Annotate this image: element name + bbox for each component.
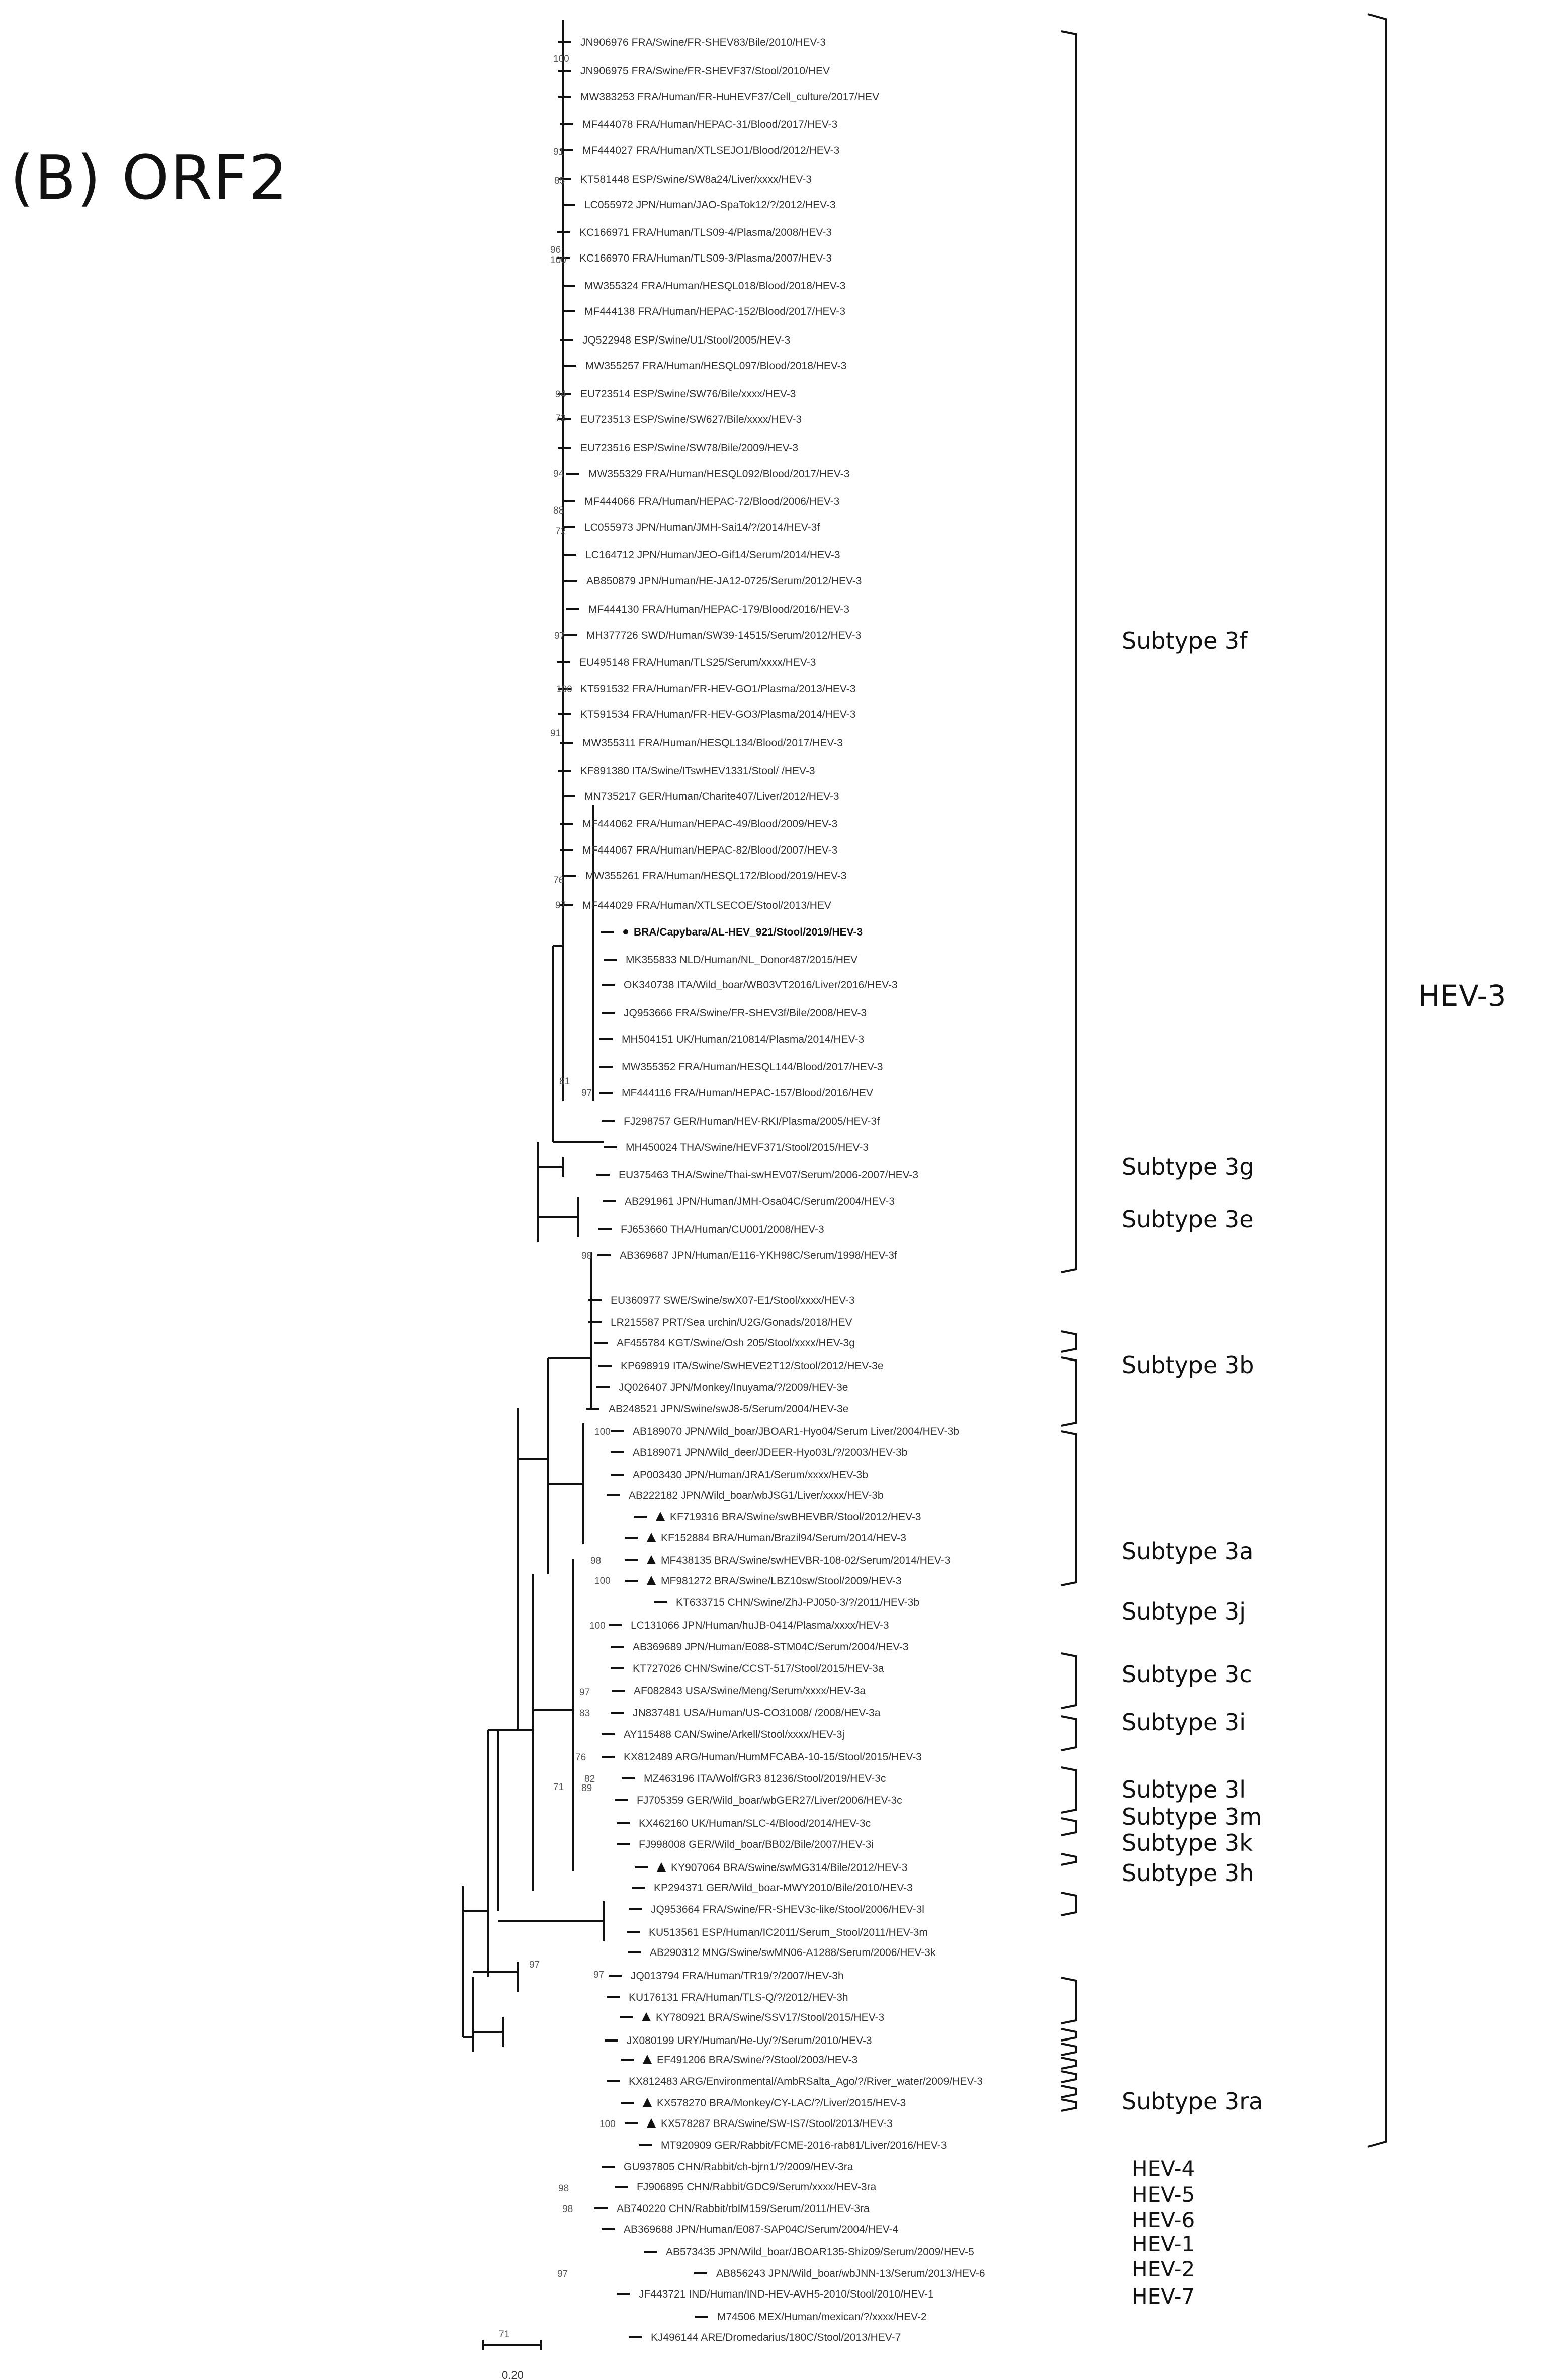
tip-label: JN906976 FRA/Swine/FR-SHEV83/Bile/2010/HEV-3: [580, 37, 826, 48]
clade-brackets: [1061, 14, 1506, 2309]
tip-label: MH450024 THA/Swine/HEVF371/Stool/2015/HEV-3: [626, 1142, 869, 1153]
tip-label: MF444062 FRA/Human/HEPAC-49/Blood/2009/HEV-3: [582, 818, 838, 830]
clade-bracket: [1061, 1357, 1076, 1426]
tip-label: AF455784 KGT/Swine/Osh 205/Stool/xxxx/HEV-3g: [617, 1337, 855, 1349]
clade-label: Subtype 3c: [1122, 1661, 1252, 1688]
tip-label: AF082843 USA/Swine/Meng/Serum/xxxx/HEV-3a: [634, 1685, 866, 1697]
bootstrap-value: 85: [554, 176, 565, 186]
triangle-marker-icon: [647, 1533, 656, 1542]
bootstrap-value: 97: [579, 1687, 590, 1698]
bootstrap-value: 97: [555, 900, 566, 911]
bootstrap-value: 88: [553, 505, 564, 516]
triangle-marker-icon: [643, 2055, 652, 2064]
tip-label: LR215587 PRT/Sea urchin/U2G/Gonads/2018/HEV: [611, 1317, 852, 1328]
tip-label: LC131066 JPN/Human/huJB-0414/Plasma/xxxx/HEV-3: [631, 1620, 889, 1631]
tip-label: JQ522948 ESP/Swine/U1/Stool/2005/HEV-3: [582, 334, 791, 346]
tip-label: AB222182 JPN/Wild_boar/wbJSG1/Liver/xxxx/HEV-3b: [629, 1490, 884, 1501]
tip-label: KT581448 ESP/Swine/SW8a24/Liver/xxxx/HEV-3: [580, 174, 812, 185]
clade-label: Subtype 3l: [1122, 1776, 1246, 1803]
bootstrap-value: 97: [529, 1960, 540, 1970]
bootstrap-value: 81: [559, 1076, 570, 1087]
tip-label: AB740220 CHN/Rabbit/rbIM159/Serum/2011/HEV-3ra: [617, 2203, 870, 2215]
clade-label: HEV-5: [1132, 2182, 1195, 2207]
tip-label: KF152884 BRA/Human/Brazil94/Serum/2014/HEV-3: [661, 1532, 906, 1544]
tip-label: MF444067 FRA/Human/HEPAC-82/Blood/2007/HEV-3: [582, 844, 838, 856]
bootstrap-value: 72: [555, 413, 566, 424]
circle-marker-icon: [623, 929, 628, 934]
tip-label: MK355833 NLD/Human/NL_Donor487/2015/HEV: [626, 954, 858, 966]
tip-label: KY907064 BRA/Swine/swMG314/Bile/2012/HEV-3: [671, 1862, 908, 1874]
tip-label: LC055972 JPN/Human/JAO-SpaTok12/?/2012/HEV-3: [584, 199, 836, 211]
clade-bracket: [1061, 1978, 1076, 2023]
tip-label: FJ906895 CHN/Rabbit/GDC9/Serum/xxxx/HEV-3ra: [637, 2181, 877, 2193]
triangle-marker-icon: [647, 1555, 656, 1564]
tip-label: JX080199 URY/Human/He-Uy/?/Serum/2010/HEV-3: [627, 2035, 872, 2047]
tip-label: KT633715 CHN/Swine/ZhJ-PJ050-3/?/2011/HEV-3b: [676, 1597, 920, 1608]
clade-bracket: [1061, 31, 1076, 1272]
tip-label: LC164712 JPN/Human/JEO-Gif14/Serum/2014/HEV-3: [585, 549, 840, 561]
tip-label: AB189071 JPN/Wild_deer/JDEER-Hyo03L/?/2003/HEV-3b: [633, 1447, 908, 1458]
clade-bracket: [1061, 1716, 1076, 1750]
tip-label: AP003430 JPN/Human/JRA1/Serum/xxxx/HEV-3b: [633, 1469, 869, 1481]
tip-label: MW355324 FRA/Human/HESQL018/Blood/2018/HEV-3: [584, 280, 846, 292]
tip-label: KT591534 FRA/Human/FR-HEV-GO3/Plasma/2014/HEV-3: [580, 709, 856, 720]
tip-label: KU513561 ESP/Human/IC2011/Serum_Stool/2011/HEV-3m: [649, 1927, 928, 1938]
clade-bracket: [1061, 2058, 1076, 2069]
tip-label: MW355352 FRA/Human/HESQL144/Blood/2017/HEV-3: [622, 1061, 883, 1073]
clade-label: Subtype 3ra: [1122, 2088, 1263, 2115]
clade-label: Subtype 3a: [1122, 1538, 1254, 1565]
clade-label: HEV-6: [1132, 2207, 1195, 2232]
clade-label: Subtype 3b: [1122, 1351, 1254, 1379]
tip-label: EU360977 SWE/Swine/swX07-E1/Stool/xxxx/HEV-3: [611, 1295, 855, 1306]
tip-label: MF444029 FRA/Human/XTLSECOE/Stool/2013/HEV: [582, 900, 831, 911]
tip-label: AB248521 JPN/Swine/swJ8-5/Serum/2004/HEV-3e: [609, 1403, 849, 1415]
genotype-label: HEV-3: [1418, 979, 1506, 1013]
tip-label: AB573435 JPN/Wild_boar/JBOAR135-Shiz09/Serum/2009/HEV-5: [666, 2246, 974, 2258]
tip-label: JQ013794 FRA/Human/TR19/?/2007/HEV-3h: [631, 1970, 844, 1982]
triangle-marker-icon: [642, 2012, 651, 2021]
tip-label: JF443721 IND/Human/IND-HEV-AVH5-2010/Stool/2010/HEV-1: [639, 2288, 934, 2300]
bootstrap-value: 97: [557, 2269, 568, 2279]
clade-bracket: [1061, 2086, 1076, 2097]
clade-bracket: [1061, 1331, 1076, 1352]
tip-label: M74506 MEX/Human/mexican/?/xxxx/HEV-2: [717, 2311, 927, 2323]
tip-label: KT591532 FRA/Human/FR-HEV-GO1/Plasma/2013/HEV-3: [580, 683, 856, 695]
bootstrap-value: 91: [550, 728, 561, 739]
clade-label: Subtype 3g: [1122, 1153, 1254, 1180]
clade-bracket: [1061, 1854, 1076, 1865]
bootstrap-value: 76: [575, 1752, 586, 1763]
bootstrap-value: 97: [581, 1088, 592, 1098]
bootstrap-value: 100: [594, 1427, 611, 1437]
tip-label: GU937805 CHN/Rabbit/ch-bjrn1/?/2009/HEV-3ra: [624, 2161, 853, 2173]
tip-label: AB291961 JPN/Human/JMH-Osa04C/Serum/2004/HEV-3: [625, 1196, 895, 1207]
bootstrap-value: 94: [553, 469, 564, 479]
clade-bracket: [1061, 1653, 1076, 1708]
triangle-marker-icon: [656, 1512, 665, 1521]
tip-label: FJ653660 THA/Human/CU001/2008/HEV-3: [621, 1224, 824, 1235]
tip-label: KX578287 BRA/Swine/SW-IS7/Stool/2013/HEV-3: [661, 2118, 893, 2130]
scale-bar-label: 0.20: [502, 2369, 524, 2380]
tip-label: AB856243 JPN/Wild_boar/wbJNN-13/Serum/2013/HEV-6: [716, 2268, 985, 2279]
tip-label: KY780921 BRA/Swine/SSV17/Stool/2015/HEV-3: [656, 2012, 885, 2023]
tip-labels: [579, 37, 985, 2343]
tip-label: EU723513 ESP/Swine/SW627/Bile/xxxx/HEV-3: [580, 414, 802, 426]
tip-label: KF891380 ITA/Swine/ITswHEV1331/Stool/ /HEV-3: [580, 765, 815, 777]
tip-label: MF444078 FRA/Human/HEPAC-31/Blood/2017/HEV-3: [582, 119, 838, 130]
tip-label: AB850879 JPN/Human/HE-JA12-0725/Serum/2012/HEV-3: [586, 575, 862, 587]
clade-label: Subtype 3f: [1122, 627, 1248, 654]
tip-label: KU176131 FRA/Human/TLS-Q/?/2012/HEV-3h: [629, 1992, 848, 2003]
tip-label: MN735217 GER/Human/Charite407/Liver/2012/HEV-3: [584, 791, 839, 802]
clade-label: Subtype 3k: [1122, 1829, 1253, 1856]
clade-label: HEV-1: [1132, 2232, 1195, 2256]
clade-bracket: [1061, 2099, 1076, 2111]
triangle-marker-icon: [643, 2098, 652, 2107]
clade-bracket: [1061, 2029, 1076, 2041]
clade-label: Subtype 3j: [1122, 1598, 1246, 1625]
clade-label: Subtype 3h: [1122, 1859, 1254, 1887]
bootstrap-value: 98: [558, 2183, 569, 2194]
tip-label: AY115488 CAN/Swine/Arkell/Stool/xxxx/HEV-3j: [624, 1729, 845, 1740]
bootstrap-value: 97: [593, 1970, 605, 1980]
triangle-marker-icon: [647, 2118, 656, 2128]
tip-label: MT920909 GER/Rabbit/FCME-2016-rab81/Liver/2016/HEV-3: [661, 2140, 947, 2151]
genotype-bracket: [1368, 14, 1386, 2147]
bootstrap-value: 71: [553, 1782, 564, 1793]
clade-label: Subtype 3m: [1122, 1803, 1262, 1830]
triangle-marker-icon: [647, 1576, 656, 1585]
tip-label: MF981272 BRA/Swine/LBZ10sw/Stool/2009/HEV-3: [661, 1575, 902, 1587]
tip-label: FJ298757 GER/Human/HEV-RKI/Plasma/2005/HEV-3f: [624, 1116, 880, 1127]
tip-label: KX462160 UK/Human/SLC-4/Blood/2014/HEV-3c: [639, 1818, 871, 1829]
tip-label: MF444116 FRA/Human/HEPAC-157/Blood/2016/HEV: [622, 1087, 873, 1099]
panel-title: (B) ORF2: [10, 143, 289, 213]
bootstrap-value: 98: [581, 1251, 592, 1261]
tip-label: JN837481 USA/Human/US-CO31008/ /2008/HEV-3a: [633, 1707, 881, 1719]
bootstrap-value: 89: [581, 1783, 592, 1794]
tip-label: KP698919 ITA/Swine/SwHEVE2T12/Stool/2012/HEV-3e: [621, 1360, 884, 1372]
tip-label: MW355261 FRA/Human/HESQL172/Blood/2019/HEV-3: [585, 870, 847, 882]
tip-label: MF444027 FRA/Human/XTLSEJO1/Blood/2012/HEV-3: [582, 145, 840, 156]
tip-label: KX812483 ARG/Environmental/AmbRSalta_Ago/?/River_water/2009/HEV-3: [629, 2076, 983, 2087]
bootstrap-value: 76: [553, 875, 564, 886]
tip-label: EU495148 FRA/Human/TLS25/Serum/xxxx/HEV-3: [579, 657, 816, 668]
tip-label: KX812489 ARG/Human/HumMFCABA-10-15/Stool/2015/HEV-3: [624, 1751, 922, 1763]
clade-label: HEV-2: [1132, 2257, 1195, 2281]
clade-label: HEV-4: [1132, 2156, 1195, 2181]
tip-label: JQ026407 JPN/Monkey/Inuyama/?/2009/HEV-3e: [619, 1382, 848, 1393]
bootstrap-value: 83: [579, 1708, 590, 1719]
clade-label: Subtype 3e: [1122, 1206, 1254, 1233]
clade-bracket: [1061, 1431, 1076, 1585]
tip-label: EU723514 ESP/Swine/SW76/Bile/xxxx/HEV-3: [580, 388, 796, 400]
bootstrap-value: 71: [499, 2329, 510, 2340]
bootstrap-value: 98: [562, 2204, 573, 2215]
tip-label: KP294371 GER/Wild_boar-MWY2010/Bile/2010/HEV-3: [654, 1882, 913, 1894]
tip-label: KC166970 FRA/Human/TLS09-3/Plasma/2007/HEV-3: [579, 252, 832, 264]
tip-label: MW383253 FRA/Human/FR-HuHEVF37/Cell_culture/2017/HEV: [580, 91, 880, 103]
tip-label: MH504151 UK/Human/210814/Plasma/2014/HEV-3: [622, 1034, 865, 1045]
clade-bracket: [1061, 1818, 1076, 1835]
bootstrap-value: 91: [553, 147, 564, 157]
tip-label: KT727026 CHN/Swine/CCST-517/Stool/2015/HEV-3a: [633, 1663, 884, 1674]
tip-label: FJ705359 GER/Wild_boar/wbGER27/Liver/2006/HEV-3c: [637, 1795, 902, 1806]
tip-label: KJ496144 ARE/Dromedarius/180C/Stool/2013/HEV-7: [651, 2332, 901, 2343]
clade-bracket: [1061, 2071, 1076, 2082]
tip-label: KC166971 FRA/Human/TLS09-4/Plasma/2008/HEV-3: [579, 227, 832, 238]
bootstrap-value: 100: [589, 1621, 606, 1631]
tip-label: AB290312 MNG/Swine/swMN06-A1288/Serum/2006/HEV-3k: [650, 1947, 936, 1959]
bootstrap-value: 100: [553, 54, 569, 64]
clade-label: HEV-7: [1132, 2284, 1195, 2309]
bootstrap-value: 94: [555, 389, 566, 400]
bootstrap-value: 82: [584, 1774, 595, 1784]
tip-label: JQ953666 FRA/Swine/FR-SHEV3f/Bile/2008/HEV-3: [624, 1007, 867, 1019]
tip-label: KF719316 BRA/Swine/swBHEVBR/Stool/2012/HEV-3: [670, 1511, 921, 1523]
clade-label: Subtype 3i: [1122, 1709, 1246, 1736]
clade-bracket: [1061, 1893, 1076, 1915]
tip-label: OK340738 ITA/Wild_boar/WB03VT2016/Liver/2016/HEV-3: [624, 979, 898, 991]
tip-label: FJ998008 GER/Wild_boar/BB02/Bile/2007/HEV-3i: [639, 1839, 874, 1850]
bootstrap-value: 100: [599, 2119, 616, 2130]
tip-label: MF444130 FRA/Human/HEPAC-179/Blood/2016/HEV-3: [588, 604, 850, 615]
tip-label: MF438135 BRA/Swine/swHEVBR-108-02/Serum/2014/HEV-3: [661, 1555, 951, 1566]
tip-label: MF444138 FRA/Human/HEPAC-152/Blood/2017/HEV-3: [584, 306, 846, 317]
tip-label: MH377726 SWD/Human/SW39-14515/Serum/2012/HEV-3: [586, 630, 862, 641]
tip-label: JQ953664 FRA/Swine/FR-SHEV3c-like/Stool/2006/HEV-3l: [651, 1904, 924, 1915]
tip-label: EU375463 THA/Swine/Thai-swHEV07/Serum/2006-2007/HEV-3: [619, 1169, 919, 1181]
bootstrap-value: 100: [594, 1576, 611, 1586]
tip-label: KX578270 BRA/Monkey/CY-LAC/?/Liver/2015/HEV-3: [657, 2097, 906, 2109]
bootstrap-value: 96: [550, 245, 561, 256]
clade-bracket: [1061, 2044, 1076, 2055]
tip-label: EF491206 BRA/Swine/?/Stool/2003/HEV-3: [657, 2054, 858, 2066]
tip-label: AB189070 JPN/Wild_boar/JBOAR1-Hyo04/Serum Liver/2004/HEV-3b: [633, 1426, 959, 1437]
tip-label: AB369689 JPN/Human/E088-STM04C/Serum/2004/HEV-3: [633, 1641, 909, 1653]
tip-label: MW355329 FRA/Human/HESQL092/Blood/2017/HEV-3: [588, 468, 850, 480]
tip-label: BRA/Capybara/AL-HEV_921/Stool/2019/HEV-3: [634, 926, 863, 938]
scale-bar: [483, 2340, 541, 2380]
tip-label: MF444066 FRA/Human/HEPAC-72/Blood/2006/HEV-3: [584, 496, 840, 507]
tip-label: EU723516 ESP/Swine/SW78/Bile/2009/HEV-3: [580, 442, 799, 454]
tip-label: JN906975 FRA/Swine/FR-SHEVF37/Stool/2010/HEV: [580, 65, 830, 77]
tip-label: MZ463196 ITA/Wolf/GR3 81236/Stool/2019/HEV-3c: [644, 1773, 886, 1784]
bootstrap-value: 97: [554, 631, 565, 641]
bootstrap-value: 98: [590, 1556, 602, 1566]
tip-label: LC055973 JPN/Human/JMH-Sai14/?/2014/HEV-3f: [584, 522, 820, 533]
tip-label: AB369688 JPN/Human/E087-SAP04C/Serum/2004/HEV-4: [624, 2224, 899, 2235]
bootstrap-value: 100: [550, 255, 566, 266]
bootstrap-value: 100: [556, 684, 572, 695]
bootstrap-value: 72: [555, 526, 566, 537]
clade-bracket: [1061, 1767, 1076, 1813]
tip-label: MW355311 FRA/Human/HESQL134/Blood/2017/HEV-3: [582, 737, 843, 749]
tip-label: MW355257 FRA/Human/HESQL097/Blood/2018/HEV-3: [585, 360, 847, 372]
triangle-marker-icon: [657, 1862, 666, 1872]
tip-label: AB369687 JPN/Human/E116-YKH98C/Serum/1998/HEV-3f: [620, 1250, 897, 1261]
